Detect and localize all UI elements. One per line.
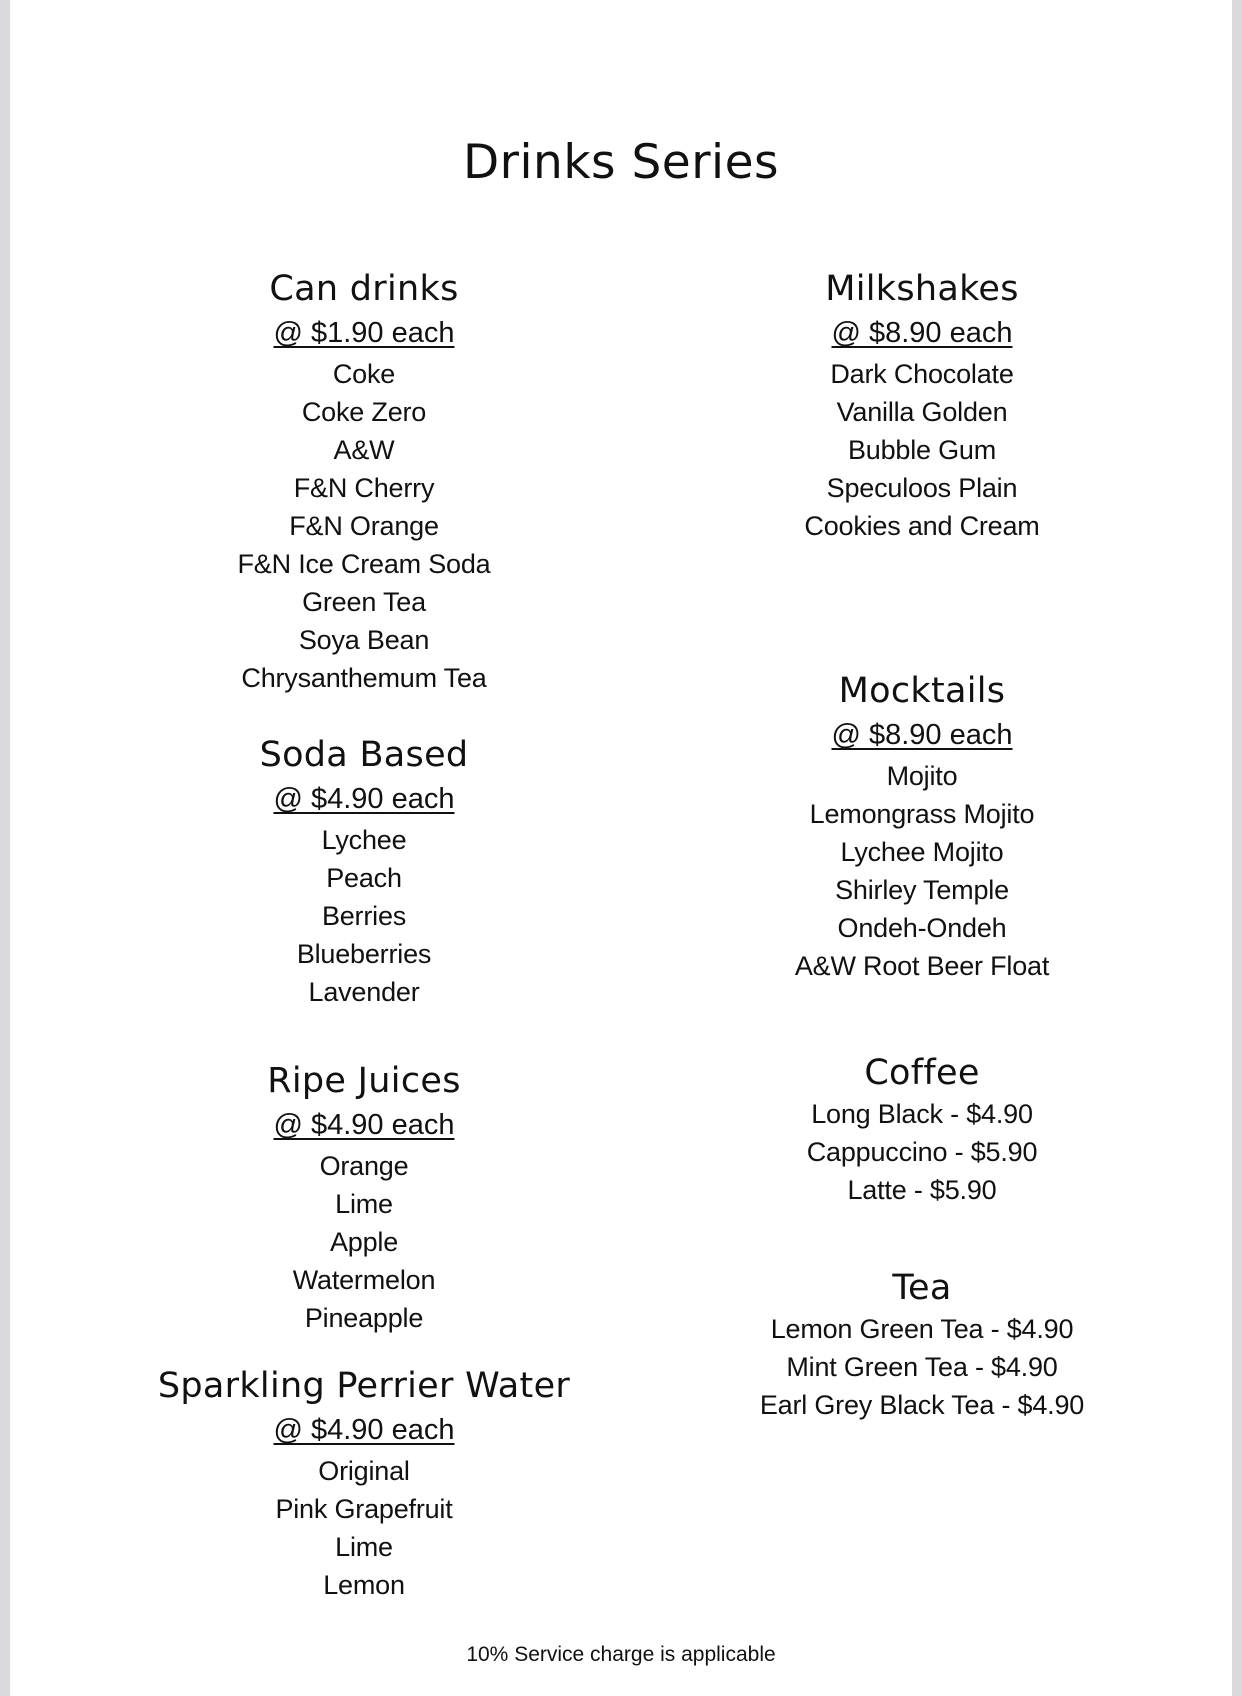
page-title: Drinks Series bbox=[462, 135, 780, 190]
menu-item: Peach bbox=[326, 863, 402, 893]
item-list bbox=[732, 1310, 1112, 1424]
section-heading: Soda Based bbox=[259, 735, 469, 775]
section-heading: Ripe Juices bbox=[267, 1061, 461, 1101]
section-heading: Mocktails bbox=[838, 671, 1006, 711]
section-heading: Milkshakes bbox=[825, 269, 1019, 309]
menu-item: F&N Orange bbox=[289, 511, 439, 541]
menu-item: Lemon Green Tea - $4.90 bbox=[770, 1314, 1074, 1344]
item-list bbox=[152, 821, 576, 1011]
section-price: @ $1.90 each bbox=[273, 317, 455, 349]
section-heading: Tea bbox=[892, 1268, 952, 1308]
section-mocktails bbox=[732, 669, 1112, 985]
menu-item: Lime bbox=[335, 1532, 393, 1562]
menu-item: Chrysanthemum Tea bbox=[241, 663, 487, 693]
item-list bbox=[152, 1147, 576, 1337]
section-heading: Can drinks bbox=[269, 269, 459, 309]
menu-item: Speculoos Plain bbox=[826, 473, 1018, 503]
menu-item: Ondeh-Ondeh bbox=[837, 913, 1007, 943]
menu-item: Cappuccino - $5.90 bbox=[806, 1137, 1038, 1167]
menu-item: Coke bbox=[332, 359, 396, 389]
section-soda-based bbox=[152, 733, 576, 1011]
menu-item: Lavender bbox=[308, 977, 420, 1007]
menu-item: Lychee Mojito bbox=[840, 837, 1004, 867]
menu-item: Original bbox=[318, 1456, 410, 1486]
menu-item: F&N Ice Cream Soda bbox=[237, 549, 491, 579]
section-heading: Sparkling Perrier Water bbox=[157, 1366, 571, 1406]
menu-item: A&W bbox=[333, 435, 395, 465]
service-charge-note: 10% Service charge is applicable bbox=[466, 1643, 776, 1666]
item-list bbox=[152, 1452, 576, 1604]
menu-item: Lemongrass Mojito bbox=[809, 799, 1035, 829]
menu-item: Lime bbox=[335, 1189, 393, 1219]
section-price: @ $8.90 each bbox=[831, 719, 1013, 751]
menu-item: Mojito bbox=[886, 761, 958, 791]
section-price: @ $4.90 each bbox=[273, 783, 455, 815]
menu-item: Watermelon bbox=[292, 1265, 436, 1295]
menu-item: Bubble Gum bbox=[847, 435, 997, 465]
item-list bbox=[152, 355, 576, 697]
menu-item: Blueberries bbox=[296, 939, 432, 969]
section-tea bbox=[732, 1266, 1112, 1424]
menu-item: Pink Grapefruit bbox=[275, 1494, 453, 1524]
section-price: @ $4.90 each bbox=[273, 1414, 455, 1446]
menu-item: A&W Root Beer Float bbox=[794, 951, 1050, 981]
menu-item: Soya Bean bbox=[298, 625, 430, 655]
section-milkshakes bbox=[732, 267, 1112, 545]
menu-item: Vanilla Golden bbox=[836, 397, 1008, 427]
item-list bbox=[732, 757, 1112, 985]
menu-item: Green Tea bbox=[302, 587, 426, 617]
menu-item: Cookies and Cream bbox=[804, 511, 1040, 541]
section-price: @ $4.90 each bbox=[273, 1109, 455, 1141]
item-list bbox=[732, 355, 1112, 545]
section-sparkling-water bbox=[152, 1364, 576, 1604]
menu-item: Shirley Temple bbox=[835, 875, 1009, 905]
menu-item: Lemon bbox=[323, 1570, 405, 1600]
menu-item: Pineapple bbox=[304, 1303, 424, 1333]
section-ripe-juices bbox=[152, 1059, 576, 1337]
menu-item: Coke Zero bbox=[301, 397, 427, 427]
menu-item: Latte - $5.90 bbox=[847, 1175, 997, 1205]
menu-item: Long Black - $4.90 bbox=[811, 1099, 1033, 1129]
section-heading: Coffee bbox=[864, 1053, 980, 1093]
menu-item: Earl Grey Black Tea - $4.90 bbox=[759, 1390, 1085, 1420]
menu-item: Mint Green Tea - $4.90 bbox=[786, 1352, 1058, 1382]
menu-item: Dark Chocolate bbox=[830, 359, 1014, 389]
menu-item: Berries bbox=[321, 901, 407, 931]
menu-item: Apple bbox=[329, 1227, 399, 1257]
menu-item: F&N Cherry bbox=[293, 473, 435, 503]
item-list bbox=[732, 1095, 1112, 1209]
section-can-drinks bbox=[152, 267, 576, 697]
menu-item: Orange bbox=[319, 1151, 409, 1181]
section-price: @ $8.90 each bbox=[831, 317, 1013, 349]
section-coffee bbox=[732, 1051, 1112, 1209]
menu-item: Lychee bbox=[321, 825, 407, 855]
